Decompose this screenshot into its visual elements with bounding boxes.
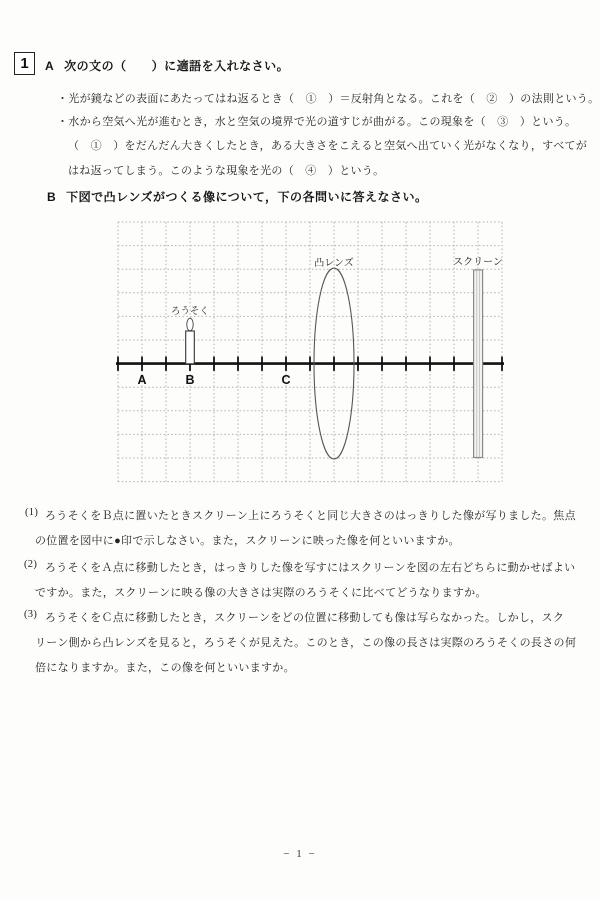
question-2-line: ろうそくをＡ点に移動したとき，はっきりした像を写すにはスクリーンを図の左右どちらに動かせばよい xyxy=(45,562,576,574)
section-a-line: はね返ってしまう。このような現象を光の（ ④ ）という。 xyxy=(68,165,385,177)
section-a-line: ・水から空気へ光が進むとき，水と空気の境界で光の道すじが曲がる。この現象を（ ③ ）という。 xyxy=(57,116,577,128)
section-a-line: （ ① ）をだんだん大きくしたとき，ある大きさをこえると空気へ出ていく光がなくなり，すべてが xyxy=(68,140,588,152)
point-b-label: B xyxy=(185,373,195,387)
problem-number: 1 xyxy=(20,55,29,72)
section-a-instruction: 次の文の（ ）に適語を入れなさい。 xyxy=(64,59,290,73)
section-a-line: ・光が鏡などの表面にあたってはね返るとき（ ① ）＝反射角となる。これを（ ② ）の法則という。 xyxy=(57,93,600,105)
screen-label: スクリーン xyxy=(453,257,503,268)
question-3-marker: (3) xyxy=(24,609,38,620)
question-3-line: ろうそくをＣ点に移動したとき，スクリーンをどの位置に移動しても像は写らなかった。しかし，スク xyxy=(45,612,565,624)
candle-body xyxy=(186,331,195,364)
section-a-heading xyxy=(45,57,289,74)
section-b-label: B xyxy=(47,190,57,204)
lens-diagram xyxy=(110,217,510,487)
screen-shape xyxy=(474,270,483,458)
lens-label: 凸レンズ xyxy=(314,258,354,269)
question-3-line: 倍になりますか。また，この像を何といいますか。 xyxy=(35,662,295,674)
candle-flame-icon xyxy=(187,318,193,331)
section-b-instruction: 下図で凸レンズがつくる像について，下の各問いに答えなさい。 xyxy=(66,190,428,204)
question-1-marker: (1) xyxy=(25,507,39,518)
grid xyxy=(118,222,502,482)
question-1-line: ろうそくをＢ点に置いたときスクリーン上にろうそくと同じ大きさのはっきりした像が写りました。焦点 xyxy=(45,510,576,522)
question-2-line: ですか。また，スクリーンに映る像の大きさは実際のろうそくに比べてどうなりますか。 xyxy=(35,587,487,599)
section-b-heading xyxy=(47,188,428,205)
question-3-line: リーン側から凸レンズを見ると，ろうそくが見えた。このとき，この像の長さは実際のろうそくの長さの何 xyxy=(35,637,577,649)
point-c-label: C xyxy=(281,373,291,387)
problem-number-box xyxy=(14,52,35,75)
point-a-label: A xyxy=(137,373,147,387)
section-a-label: A xyxy=(45,59,55,73)
candle-label: ろうそく xyxy=(170,306,210,317)
question-1-line: の位置を図中に●印で示しなさい。また，スクリーンに映った像を何といいますか。 xyxy=(35,535,460,547)
question-2-marker: (2) xyxy=(24,559,38,570)
page-number: − 1 − xyxy=(283,848,317,860)
